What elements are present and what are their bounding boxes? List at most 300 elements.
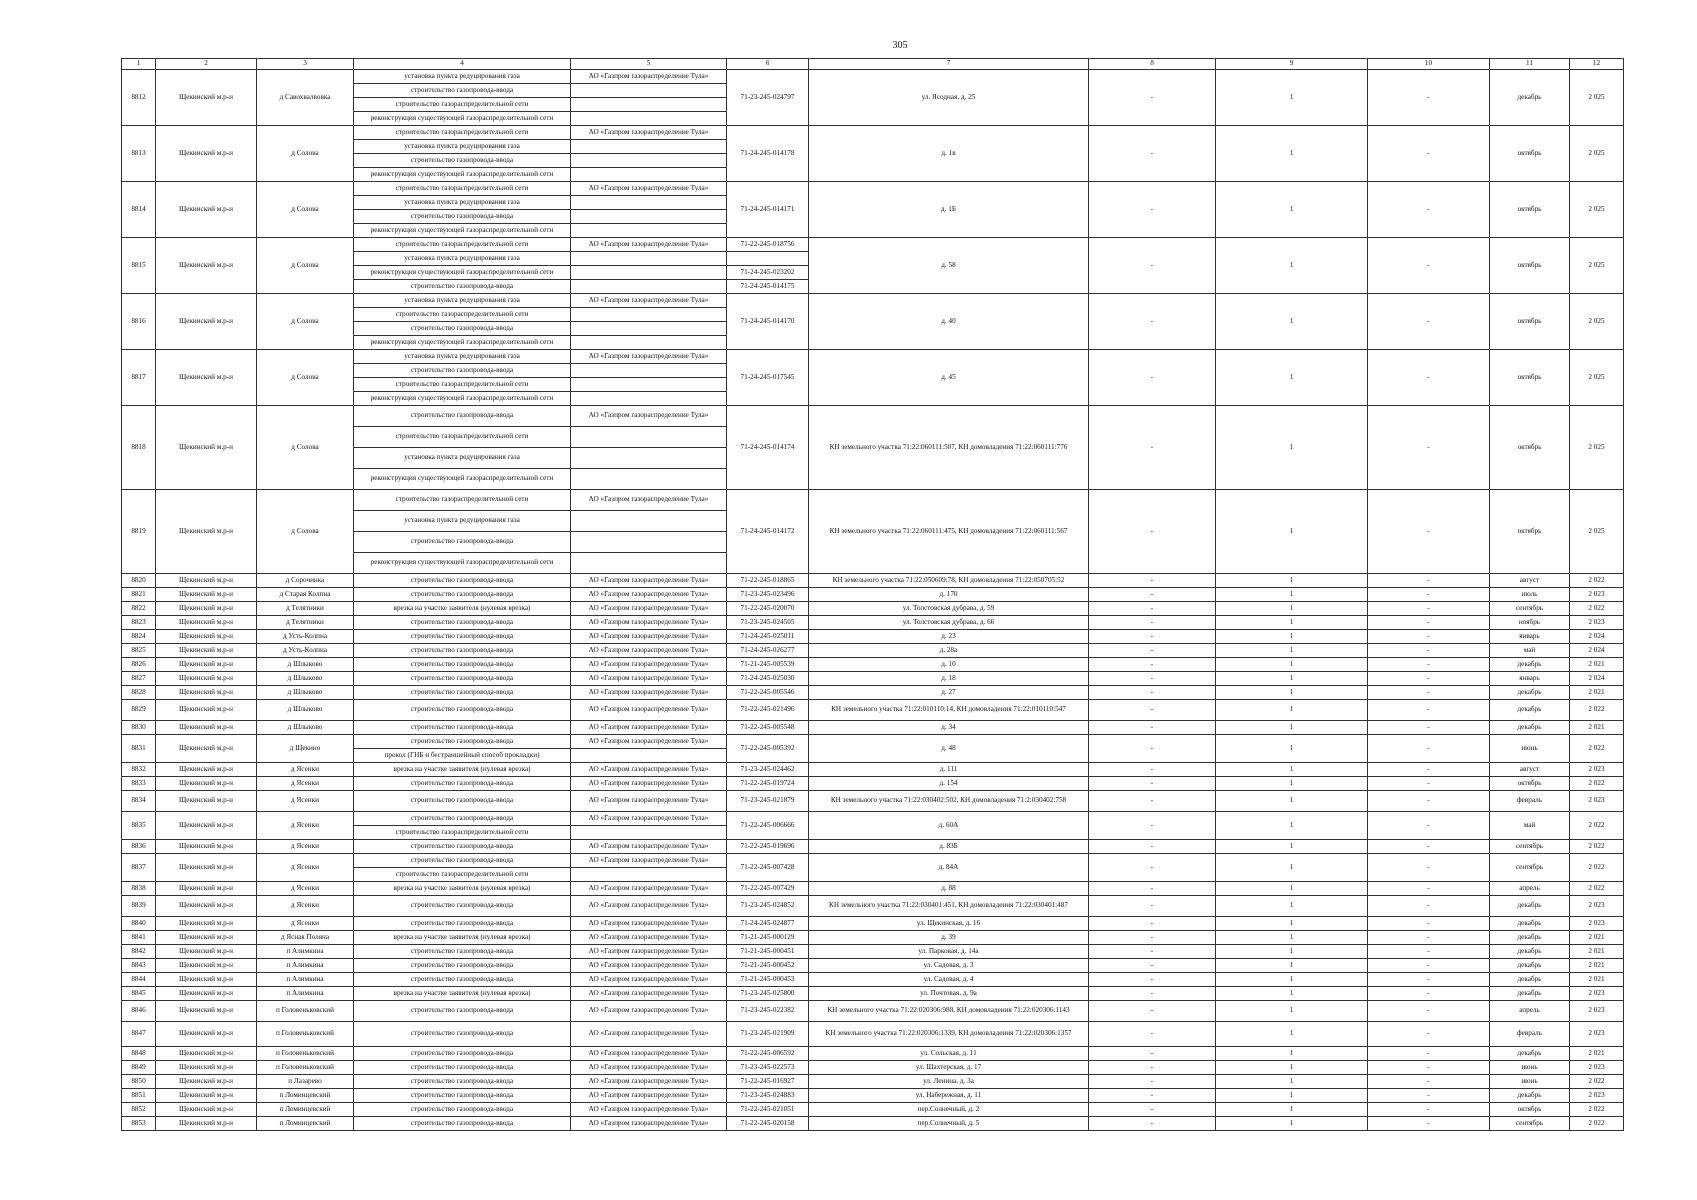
row-number: 8830	[122, 721, 156, 735]
locality-cell: д Сорочинка	[257, 574, 354, 588]
col9-cell: 1	[1216, 1103, 1368, 1117]
month-cell: декабрь	[1490, 959, 1570, 973]
table-row	[122, 896, 1624, 917]
work-type-cell: строительство газопровода-ввода	[354, 1075, 571, 1089]
address-cell: ул. Щекинская, д. 16	[809, 917, 1089, 931]
column-number: 9	[1216, 59, 1368, 70]
table-row	[122, 686, 1624, 700]
col8-cell: -	[1089, 777, 1216, 791]
col8-cell: -	[1089, 882, 1216, 896]
row-number: 8842	[122, 945, 156, 959]
year-cell: 2 022	[1570, 1103, 1624, 1117]
district-cell: Щекинский м.р-н	[156, 721, 257, 735]
table-row	[122, 917, 1624, 931]
address-cell: д. 45	[809, 350, 1089, 406]
application-code-cell: 71-22-245-007429	[727, 882, 809, 896]
address-cell: д. 111	[809, 763, 1089, 777]
col8-cell: -	[1089, 1089, 1216, 1103]
month-cell: октябрь	[1490, 777, 1570, 791]
col10-cell: -	[1368, 973, 1490, 987]
work-type-cell: строительство газораспределительной сети	[354, 826, 571, 840]
organization-cell	[571, 224, 727, 238]
application-code-cell: 71-22-245-005546	[727, 686, 809, 700]
application-code-cell: 71-22-245-019696	[727, 840, 809, 854]
work-type-cell: строительство газопровода-ввода	[354, 854, 571, 868]
col9-cell: 1	[1216, 1047, 1368, 1061]
col10-cell: -	[1368, 588, 1490, 602]
col8-cell: -	[1089, 917, 1216, 931]
locality-cell: д Телятники	[257, 616, 354, 630]
year-cell: 2 023	[1570, 1022, 1624, 1047]
organization-cell: АО «Газпром газораспределение Тула»	[571, 1075, 727, 1089]
table-row	[122, 763, 1624, 777]
organization-cell	[571, 112, 727, 126]
address-cell: д. 1в	[809, 126, 1089, 182]
row-number: 8818	[122, 406, 156, 490]
col9-cell: 1	[1216, 931, 1368, 945]
application-code-cell: 71-23-245-024797	[727, 70, 809, 126]
work-type-cell: строительство газопровода-ввода	[354, 700, 571, 721]
work-type-cell: строительство газопровода-ввода	[354, 1001, 571, 1022]
work-type-cell: установка пункта редуцирования газа	[354, 511, 571, 532]
address-cell: д. 1Б	[809, 182, 1089, 238]
locality-cell: п Головеньковский	[257, 1047, 354, 1061]
organization-cell	[571, 308, 727, 322]
application-code-cell: 71-23-245-025800	[727, 987, 809, 1001]
application-code-cell: 71-22-245-018756	[727, 238, 809, 252]
col9-cell: 1	[1216, 1117, 1368, 1131]
month-cell: декабрь	[1490, 917, 1570, 931]
col8-cell: -	[1089, 630, 1216, 644]
col8-cell: -	[1089, 763, 1216, 777]
row-number: 8813	[122, 126, 156, 182]
col9-cell: 1	[1216, 574, 1368, 588]
month-cell: январь	[1490, 672, 1570, 686]
col10-cell: -	[1368, 931, 1490, 945]
work-type-cell: строительство газораспределительной сети	[354, 868, 571, 882]
organization-cell	[571, 210, 727, 224]
col9-cell: 1	[1216, 644, 1368, 658]
organization-cell	[571, 266, 727, 280]
column-number-row	[122, 59, 1624, 70]
col8-cell: -	[1089, 658, 1216, 672]
month-cell: июль	[1490, 588, 1570, 602]
row-number: 8850	[122, 1075, 156, 1089]
address-cell: д. 60А	[809, 812, 1089, 840]
address-cell: КН земельного участка 71:22:030402:502, КН домовладения 71:2:030402:758	[809, 791, 1089, 812]
district-cell: Щекинский м.р-н	[156, 574, 257, 588]
col8-cell: -	[1089, 1075, 1216, 1089]
address-cell: пер.Солнечный, д. 5	[809, 1117, 1089, 1131]
work-type-cell: строительство газопровода-ввода	[354, 840, 571, 854]
organization-cell	[571, 378, 727, 392]
row-number: 8812	[122, 70, 156, 126]
organization-cell: АО «Газпром газораспределение Тула»	[571, 658, 727, 672]
table-row	[122, 588, 1624, 602]
district-cell: Щекинский м.р-н	[156, 1047, 257, 1061]
year-cell: 2 023	[1570, 1061, 1624, 1075]
locality-cell: п Головеньковский	[257, 1061, 354, 1075]
row-number: 8834	[122, 791, 156, 812]
locality-cell: д Солова	[257, 126, 354, 182]
year-cell: 2 023	[1570, 588, 1624, 602]
col10-cell: -	[1368, 574, 1490, 588]
work-type-cell: строительство газопровода-ввода	[354, 630, 571, 644]
district-cell: Щекинский м.р-н	[156, 1075, 257, 1089]
work-type-cell: установка пункта редуцирования газа	[354, 350, 571, 364]
month-cell: июнь	[1490, 1061, 1570, 1075]
year-cell: 2 025	[1570, 70, 1624, 126]
col10-cell: -	[1368, 672, 1490, 686]
locality-cell: д Ясенки	[257, 840, 354, 854]
table-row	[122, 1075, 1624, 1089]
col10-cell: -	[1368, 630, 1490, 644]
month-cell: ноябрь	[1490, 616, 1570, 630]
year-cell: 2 022	[1570, 812, 1624, 840]
month-cell: октябрь	[1490, 406, 1570, 490]
organization-cell	[571, 322, 727, 336]
col10-cell: -	[1368, 1103, 1490, 1117]
col8-cell: -	[1089, 1103, 1216, 1117]
application-code-cell: 71-24-245-014170	[727, 294, 809, 350]
work-type-cell: строительство газопровода-ввода	[354, 812, 571, 826]
organization-cell: АО «Газпром газораспределение Тула»	[571, 70, 727, 84]
col8-cell: -	[1089, 238, 1216, 294]
organization-cell: АО «Газпром газораспределение Тула»	[571, 1103, 727, 1117]
month-cell: декабрь	[1490, 70, 1570, 126]
col8-cell: -	[1089, 406, 1216, 490]
district-cell: Щекинский м.р-н	[156, 987, 257, 1001]
address-cell: д. 23	[809, 630, 1089, 644]
table-row	[122, 658, 1624, 672]
col8-cell: -	[1089, 686, 1216, 700]
organization-cell: АО «Газпром газораспределение Тула»	[571, 945, 727, 959]
district-cell: Щекинский м.р-н	[156, 588, 257, 602]
application-code-cell: 71-23-245-023496	[727, 588, 809, 602]
row-number: 8833	[122, 777, 156, 791]
district-cell: Щекинский м.р-н	[156, 931, 257, 945]
year-cell: 2 025	[1570, 406, 1624, 490]
month-cell: апрель	[1490, 882, 1570, 896]
work-type-cell: реконструкция существующей газораспределительной сети	[354, 266, 571, 280]
locality-cell: п Ломинцевский	[257, 1117, 354, 1131]
application-code-cell: 71-23-245-024505	[727, 616, 809, 630]
col9-cell: 1	[1216, 791, 1368, 812]
year-cell: 2 021	[1570, 686, 1624, 700]
district-cell: Щекинский м.р-н	[156, 917, 257, 931]
col9-cell: 1	[1216, 490, 1368, 574]
table-row	[122, 1103, 1624, 1117]
table-row	[122, 987, 1624, 1001]
work-type-cell: строительство газопровода-ввода	[354, 588, 571, 602]
col10-cell: -	[1368, 602, 1490, 616]
work-type-cell: строительство газопровода-ввода	[354, 406, 571, 427]
col9-cell: 1	[1216, 126, 1368, 182]
organization-cell: АО «Газпром газораспределение Тула»	[571, 602, 727, 616]
col10-cell: -	[1368, 1001, 1490, 1022]
col8-cell: -	[1089, 182, 1216, 238]
col10-cell: -	[1368, 182, 1490, 238]
address-cell: КН земельного участка 71:22:020306:988, КН домовладения 71:22:020306:1143	[809, 1001, 1089, 1022]
organization-cell	[571, 98, 727, 112]
organization-cell	[571, 168, 727, 182]
district-cell: Щекинский м.р-н	[156, 763, 257, 777]
col9-cell: 1	[1216, 854, 1368, 882]
organization-cell: АО «Газпром газораспределение Тула»	[571, 490, 727, 511]
district-cell: Щекинский м.р-н	[156, 1061, 257, 1075]
district-cell: Щекинский м.р-н	[156, 896, 257, 917]
organization-cell: АО «Газпром газораспределение Тула»	[571, 1061, 727, 1075]
address-cell: д. 58	[809, 238, 1089, 294]
table-row	[122, 735, 1624, 749]
col10-cell: -	[1368, 294, 1490, 350]
work-type-cell: врезка на участке заявителя (нулевая врезка)	[354, 882, 571, 896]
col9-cell: 1	[1216, 987, 1368, 1001]
application-code-cell: 71-22-245-005392	[727, 735, 809, 763]
col9-cell: 1	[1216, 700, 1368, 721]
application-code-cell: 71-23-245-021879	[727, 791, 809, 812]
col8-cell: -	[1089, 1022, 1216, 1047]
work-type-cell: строительство газопровода-ввода	[354, 574, 571, 588]
col9-cell: 1	[1216, 602, 1368, 616]
locality-cell: п Алимкина	[257, 945, 354, 959]
row-number: 8832	[122, 763, 156, 777]
col8-cell: -	[1089, 350, 1216, 406]
month-cell: май	[1490, 644, 1570, 658]
work-type-cell: реконструкция существующей газораспределительной сети	[354, 469, 571, 490]
organization-cell: АО «Газпром газораспределение Тула»	[571, 931, 727, 945]
col9-cell: 1	[1216, 1022, 1368, 1047]
organization-cell: АО «Газпром газораспределение Тула»	[571, 777, 727, 791]
col8-cell: -	[1089, 896, 1216, 917]
table-row	[122, 1089, 1624, 1103]
column-number: 2	[156, 59, 257, 70]
work-type-cell: врезка на участке заявителя (нулевая врезка)	[354, 931, 571, 945]
col10-cell: -	[1368, 686, 1490, 700]
col8-cell: -	[1089, 791, 1216, 812]
work-type-cell: строительство газопровода-ввода	[354, 672, 571, 686]
col9-cell: 1	[1216, 1061, 1368, 1075]
year-cell: 2 021	[1570, 931, 1624, 945]
district-cell: Щекинский м.р-н	[156, 658, 257, 672]
locality-cell: д Ясенки	[257, 854, 354, 882]
district-cell: Щекинский м.р-н	[156, 735, 257, 763]
col8-cell: -	[1089, 812, 1216, 840]
locality-cell: д Шлыково	[257, 721, 354, 735]
year-cell: 2 023	[1570, 987, 1624, 1001]
work-type-cell: строительство газопровода-ввода	[354, 973, 571, 987]
col10-cell: -	[1368, 1047, 1490, 1061]
month-cell: декабрь	[1490, 658, 1570, 672]
application-code-cell: 71-22-245-006666	[727, 812, 809, 840]
col10-cell: -	[1368, 616, 1490, 630]
district-cell: Щекинский м.р-н	[156, 854, 257, 882]
locality-cell: д Ясенки	[257, 917, 354, 931]
col8-cell: -	[1089, 616, 1216, 630]
district-cell: Щекинский м.р-н	[156, 644, 257, 658]
col9-cell: 1	[1216, 406, 1368, 490]
table-row	[122, 931, 1624, 945]
row-number: 8827	[122, 672, 156, 686]
application-code-cell: 71-24-245-014178	[727, 126, 809, 182]
work-type-cell: строительство газопровода-ввода	[354, 1103, 571, 1117]
district-cell: Щекинский м.р-н	[156, 1089, 257, 1103]
table-row	[122, 238, 1624, 252]
month-cell: октябрь	[1490, 350, 1570, 406]
col9-cell: 1	[1216, 350, 1368, 406]
address-cell: д. 48	[809, 735, 1089, 763]
row-number: 8829	[122, 700, 156, 721]
district-cell: Щекинский м.р-н	[156, 616, 257, 630]
organization-cell: АО «Газпром газораспределение Тула»	[571, 672, 727, 686]
work-type-cell: строительство газораспределительной сети	[354, 126, 571, 140]
work-type-cell: строительство газопровода-ввода	[354, 1117, 571, 1131]
address-cell: ул. Почтовая, д. 9а	[809, 987, 1089, 1001]
organization-cell: АО «Газпром газораспределение Тула»	[571, 700, 727, 721]
organization-cell: АО «Газпром газораспределение Тула»	[571, 294, 727, 308]
month-cell: декабрь	[1490, 700, 1570, 721]
row-number: 8853	[122, 1117, 156, 1131]
work-type-cell: реконструкция существующей газораспределительной сети	[354, 336, 571, 350]
year-cell: 2 021	[1570, 973, 1624, 987]
col8-cell: -	[1089, 1001, 1216, 1022]
column-number: 11	[1490, 59, 1570, 70]
row-number: 8846	[122, 1001, 156, 1022]
year-cell: 2 021	[1570, 658, 1624, 672]
application-code-cell: 71-21-245-005539	[727, 658, 809, 672]
locality-cell: д Савохвалвовка	[257, 70, 354, 126]
month-cell: декабрь	[1490, 896, 1570, 917]
year-cell: 2 025	[1570, 126, 1624, 182]
year-cell: 2 022	[1570, 700, 1624, 721]
month-cell: октябрь	[1490, 238, 1570, 294]
organization-cell: АО «Газпром газораспределение Тула»	[571, 735, 727, 749]
locality-cell: д Старая Колпна	[257, 588, 354, 602]
work-type-cell: строительство газораспределительной сети	[354, 490, 571, 511]
work-type-cell: строительство газопровода-ввода	[354, 644, 571, 658]
col10-cell: -	[1368, 238, 1490, 294]
application-code-cell: 71-21-245-000452	[727, 959, 809, 973]
month-cell: октябрь	[1490, 294, 1570, 350]
year-cell: 2 025	[1570, 182, 1624, 238]
col10-cell: -	[1368, 1089, 1490, 1103]
work-type-cell: строительство газопровода-ввода	[354, 154, 571, 168]
col8-cell: -	[1089, 987, 1216, 1001]
district-cell: Щекинский м.р-н	[156, 959, 257, 973]
organization-cell: АО «Газпром газораспределение Тула»	[571, 987, 727, 1001]
application-code-cell: 71-21-245-000453	[727, 973, 809, 987]
row-number: 8831	[122, 735, 156, 763]
organization-cell	[571, 140, 727, 154]
district-cell: Щекинский м.р-н	[156, 294, 257, 350]
application-code-cell: 71-23-245-022573	[727, 1061, 809, 1075]
locality-cell: д Солова	[257, 490, 354, 574]
month-cell: октябрь	[1490, 1103, 1570, 1117]
table-row	[122, 616, 1624, 630]
district-cell: Щекинский м.р-н	[156, 350, 257, 406]
organization-cell: АО «Газпром газораспределение Тула»	[571, 896, 727, 917]
row-number: 8814	[122, 182, 156, 238]
district-cell: Щекинский м.р-н	[156, 791, 257, 812]
district-cell: Щекинский м.р-н	[156, 840, 257, 854]
district-cell: Щекинский м.р-н	[156, 1103, 257, 1117]
year-cell: 2 024	[1570, 630, 1624, 644]
col10-cell: -	[1368, 644, 1490, 658]
application-code-cell: 71-22-245-006592	[727, 1047, 809, 1061]
col9-cell: 1	[1216, 882, 1368, 896]
organization-cell: АО «Газпром газораспределение Тула»	[571, 1117, 727, 1131]
district-cell: Щекинский м.р-н	[156, 882, 257, 896]
table-row	[122, 126, 1624, 140]
col10-cell: -	[1368, 896, 1490, 917]
month-cell: декабрь	[1490, 973, 1570, 987]
organization-cell: АО «Газпром газораспределение Тула»	[571, 238, 727, 252]
locality-cell: д Шлыково	[257, 700, 354, 721]
col10-cell: -	[1368, 945, 1490, 959]
table-row	[122, 1001, 1624, 1022]
application-code-cell: 71-23-245-024462	[727, 763, 809, 777]
month-cell: сентябрь	[1490, 854, 1570, 882]
organization-cell	[571, 532, 727, 553]
col8-cell: -	[1089, 126, 1216, 182]
row-number: 8819	[122, 490, 156, 574]
col8-cell: -	[1089, 490, 1216, 574]
address-cell: д. 39	[809, 931, 1089, 945]
month-cell: февраль	[1490, 791, 1570, 812]
organization-cell: АО «Газпром газораспределение Тула»	[571, 854, 727, 868]
organization-cell: АО «Газпром газораспределение Тула»	[571, 574, 727, 588]
address-cell: ул. Сольская, д. 11	[809, 1047, 1089, 1061]
application-code-cell	[727, 252, 809, 266]
table-row	[122, 721, 1624, 735]
organization-cell	[571, 154, 727, 168]
col10-cell: -	[1368, 777, 1490, 791]
col9-cell: 1	[1216, 658, 1368, 672]
year-cell: 2 021	[1570, 959, 1624, 973]
work-type-cell: строительство газопровода-ввода	[354, 1089, 571, 1103]
row-number: 8839	[122, 896, 156, 917]
month-cell: декабрь	[1490, 945, 1570, 959]
col10-cell: -	[1368, 812, 1490, 840]
application-code-cell: 71-22-245-019724	[727, 777, 809, 791]
address-cell: ул. Толстовская дубрава, д. 59	[809, 602, 1089, 616]
row-number: 8823	[122, 616, 156, 630]
table-row	[122, 350, 1624, 364]
col8-cell: -	[1089, 931, 1216, 945]
locality-cell: п Головеньковский	[257, 1022, 354, 1047]
locality-cell: д Ясенки	[257, 763, 354, 777]
locality-cell: д Солова	[257, 350, 354, 406]
col9-cell: 1	[1216, 945, 1368, 959]
col8-cell: -	[1089, 574, 1216, 588]
district-cell: Щекинский м.р-н	[156, 602, 257, 616]
organization-cell	[571, 364, 727, 378]
year-cell: 2 022	[1570, 602, 1624, 616]
col10-cell: -	[1368, 700, 1490, 721]
row-number: 8825	[122, 644, 156, 658]
organization-cell	[571, 749, 727, 763]
col8-cell: -	[1089, 945, 1216, 959]
organization-cell: АО «Газпром газораспределение Тула»	[571, 406, 727, 427]
locality-cell: п Алимкина	[257, 959, 354, 973]
col10-cell: -	[1368, 763, 1490, 777]
locality-cell: д Усть-Колпна	[257, 644, 354, 658]
address-cell: д. 28а	[809, 644, 1089, 658]
organization-cell: АО «Газпром газораспределение Тула»	[571, 791, 727, 812]
year-cell: 2 021	[1570, 945, 1624, 959]
address-cell: ул. Шахтерская, д. 17	[809, 1061, 1089, 1075]
work-type-cell: установка пункта редуцирования газа	[354, 294, 571, 308]
